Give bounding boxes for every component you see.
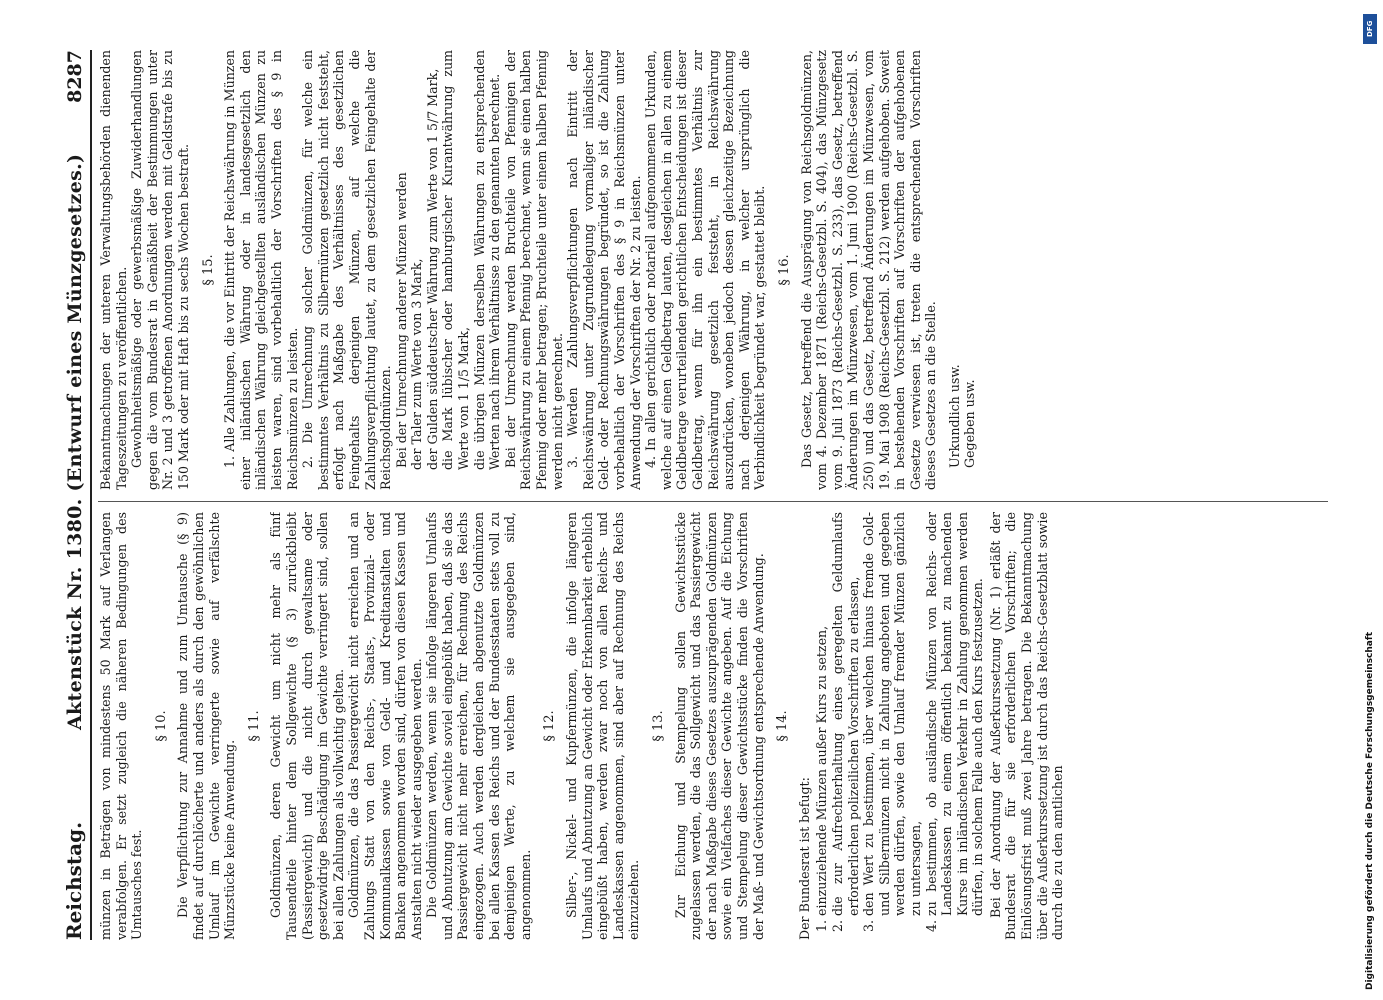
section-heading: § 16. <box>776 254 792 286</box>
conversion-rate: der Gulden süddeutscher Währung zum Werte von 1 5/7 Mark, <box>424 68 440 470</box>
section-heading: § 15. <box>200 254 216 286</box>
header-left: Reichstag. <box>62 821 86 940</box>
paragraph: Bei der Umrechnung werden Bruchteile von Pfennigen der Reichswährung zu einem Pfennig berechnet, wenn sie einen halben Pfennig oder mehr betragen; Bruchteile unter einem halben Pfennig werden nicht gerechnet. <box>502 50 565 490</box>
closing-formula: Gegeben usw. <box>962 379 978 468</box>
paragraph: Gewohnheitsmäßige oder gewerbsmäßige Zuwiderhandlungen gegen die vom Bundesrat in Gemäßheit der Bestimmungen unter Nr. 2 und 3 getroffenen Anordnungen werden mit Geldstrafe bis zu 150 Mark oder mit Haft bis zu sechs Wochen bestraft. <box>129 50 191 490</box>
digitization-note <box>1362 10 1380 995</box>
paragraph: Bekanntmachungen der unteren Verwaltungsbehörden dienenden Tageszeitungen zu veröffentlichen. <box>98 50 129 490</box>
paragraph: Das Gesetz, betreffend die Ausprägung von Reichsgoldmünzen, vom 4. Dezember 1871 (Reichs-Gesetzbl. S. 404), das Münzgesetz vom 9. Juli 1873 (Reichs-Gesetzbl. S. 233), das Gesetz, betreffend Änderungen im Münzwesen, vom 1. Juni 1900 (Reichs-Gesetzbl. S. 250) und das Gesetz, betreffend Änderungen im Münzwesen, vom 19. Mai 1908 (Reichs-Gesetzbl. S. 212) werden aufgehoben. Soweit in bestehenden Vorschriften auf Vorschriften der aufgehobenen Gesetze verwiesen ist, treten die entsprechenden Vorschriften dieses Gesetzes an die Stelle. <box>798 50 939 490</box>
paragraph: 3. Werden Zahlungsverpflichtungen nach Eintritt der Reichswährung unter Zugrundelegung vormaliger inländischer Geld- oder Rechnungswährungen begründet, so ist die Zahlung vorbehaltlich der Vorschriften des § 9 in Reichsmünzen unter Anwendung der Vorschriften der Nr. 2 zu leisten. <box>565 50 643 490</box>
column-divider <box>98 501 1328 502</box>
paragraph: Der Bundesrat ist befugt: <box>796 777 812 940</box>
conversion-rate: die Mark lübischer oder hamburgischer Kurantwährung zum Werte von 1 1/5 Mark, <box>440 50 472 470</box>
paragraph: 1. Alle Zahlungen, die vor Eintritt der Reichswährung in Münzen einer inländischen Währung oder in landesgesetzlich den inländischen Währung gleichgestellten ausländischen Münzen zu leisten waren, sind vorbehaltlich der Vorschriften des § 9 in Reichsmünzen zu leisten. <box>222 50 300 490</box>
conversion-rate: die übrigen Münzen derselben Währungen zu entsprechenden Werten nach ihrem Verhältnisse zu den genannten berechnet. <box>471 50 503 470</box>
paragraph: münzen in Beträgen von mindestens 50 Mark auf Verlangen verabfolgen. Er setzt zugleich die näheren Bedingungen des Umtausches fest. <box>98 512 145 940</box>
funding-note: Digitalisierung gefördert durch die Deutsche Forschungsgemeinschaft <box>1365 631 1375 990</box>
page-header <box>58 50 92 940</box>
page-number: 8287 <box>64 50 86 103</box>
section-heading: § 10. <box>153 710 169 742</box>
paragraph: Bei der Umrechnung anderer Münzen werden <box>393 172 409 468</box>
header-title: Aktenstück Nr. 1380. (Entwurf eines Münzgesetzes.) <box>64 153 86 730</box>
paragraph: 4. In allen gerichtlich oder notariell aufgenommenen Urkunden, welche auf einen Geldbetrag lauten, desgleichen in allen zu einem Geldbetrage verurteilenden gerichtlichen Entscheidungen ist dieser Geldbetrag, wenn für ihn ein bestimmtes Verhältnis zur Reichswährung gesetzlich feststeht, in Reichswährung auszudrücken, woneben jedoch dessen gleichzeitige Bezeichnung nach derjenigen Währung, in welcher ursprünglich die Verbindlichkeit begründet war, gestattet bleibt. <box>643 50 768 490</box>
paragraph: Die Verpflichtung zur Annahme und zum Umtausche (§ 9) findet auf durchlöcherte und anders als durch den gewöhnlichen Umlauf im Gewichte verringerte sowie auf verfälschte Münzstücke keine Anwendung. <box>175 512 238 940</box>
list-item: 2. die zur Aufrechterhaltung eines geregelten Geldumlaufs erforderlichen polizeilichen Vorschriften zu erlassen, <box>830 512 861 916</box>
right-column <box>98 50 1328 490</box>
section-heading: § 11. <box>246 710 262 742</box>
paragraph: Bei der Anordnung der Außerkurssetzung (Nr. 1) erläßt der Bundesrat die für sie erforderlichen Vorschriften; die Einlösungsfrist muß zwei Jahre betragen. Die Bekanntmachung über die Außerkurssetzung ist durch das Reichs-Gesetzblatt sowie durch die zu den amtlichen <box>987 512 1066 940</box>
paragraph: Die Goldmünzen werden, wenn sie infolge längeren Umlaufs und Abnutzung am Gewichte soviel eingebüßt haben, daß sie das Passiergewicht nicht mehr erreichen, für Rechnung des Reichs eingezogen. Auch werden dergleichen abgenutzte Goldmünzen bei allen Kassen des Reichs und der Bundesstaaten stets voll zu demjenigen Werte, zu welchem sie ausgegeben sind, angenommen. <box>424 512 533 940</box>
powers-list <box>814 512 986 940</box>
list-item: 1. einzuziehende Münzen außer Kurs zu setzen, <box>814 512 830 916</box>
paragraph: Silber-, Nickel- und Kupfermünzen, die infolge längeren Umlaufs und Abnutzung an Gewicht oder Erkennbarkeit erheblich eingebüßt haben, werden zwar noch von allen Reichs- und Landeskassen angenommen, sind aber auf Rechnung des Reichs einzuziehen. <box>564 512 642 940</box>
left-column <box>98 512 1328 940</box>
section-heading: § 14. <box>775 710 791 742</box>
closing-formula: Urkundlich usw. <box>946 364 962 468</box>
dfg-logo: DFG <box>1363 14 1377 44</box>
section-heading: § 13. <box>651 710 666 742</box>
paragraph: 2. Die Umrechnung solcher Goldmünzen, für welche ein bestimmtes Verhältnis zu Silbermünzen gesetzlich nicht feststeht, erfolgt nach Maßgabe des Verhältnisses des gesetzlichen Feingehalts derjenigen Münzen, auf welche die Zahlungsverpflichtung lautet, zu dem gesetzlichen Feingehalte der Reichsgoldmünzen. <box>300 50 394 490</box>
paragraph: Goldmünzen, deren Gewicht um nicht mehr als fünf Tausendteile hinter dem Sollgewichte (§ 3) zurückbleibt (Passiergewicht) und die nicht durch gewaltsame oder gesetzwidrige Beschädigung im Gewichte verringert sind, sollen bei allen Zahlungen als vollwichtig gelten. <box>268 512 346 940</box>
section-heading: § 12. <box>542 710 558 742</box>
paragraph: Zur Eichung und Stempelung sollen Gewichtsstücke zugelassen werden, die das Sollgewicht und das Passiergewicht der nach Maßgabe dieses Gesetzes auszuprägenden Goldmünzen sowie ein Vielfaches dieser Gewichte angeben. Auf die Eichung und Stempelung dieser Gewichtsstücke finden die Vorschriften der Maß- und Gewichtsordnung entsprechende Anwendung. <box>672 512 766 940</box>
list-item: 3. den Wert zu bestimmen, über welchen hinaus fremde Gold- und Silbermünzen nicht in Zahlung angeboten und gegeben werden dürfen, sowie den Umlauf fremder Münzen gänzlich zu untersagen, <box>861 512 923 916</box>
paragraph: Goldmünzen, die das Passiergewicht nicht erreichen und an Zahlungs Statt von den Reichs-, Staats-, Provinzial- oder Kommunalkassen sowie von Geld- und Kreditanstalten und Banken angenommen worden sind, dürfen von diesen Kassen und Anstalten nicht wieder ausgegeben werden. <box>346 512 424 940</box>
list-item: 4. zu bestimmen, ob ausländische Münzen von Reichs- oder Landeskassen zu einem öffentlich bekannt zu machenden Kurse im inländischen Verkehr in Zahlung genommen werden dürfen, in solchem Falle auch den Kurs festzusetzen. <box>924 512 986 916</box>
conversion-rate: der Taler zum Werte von 3 Mark, <box>409 258 425 470</box>
